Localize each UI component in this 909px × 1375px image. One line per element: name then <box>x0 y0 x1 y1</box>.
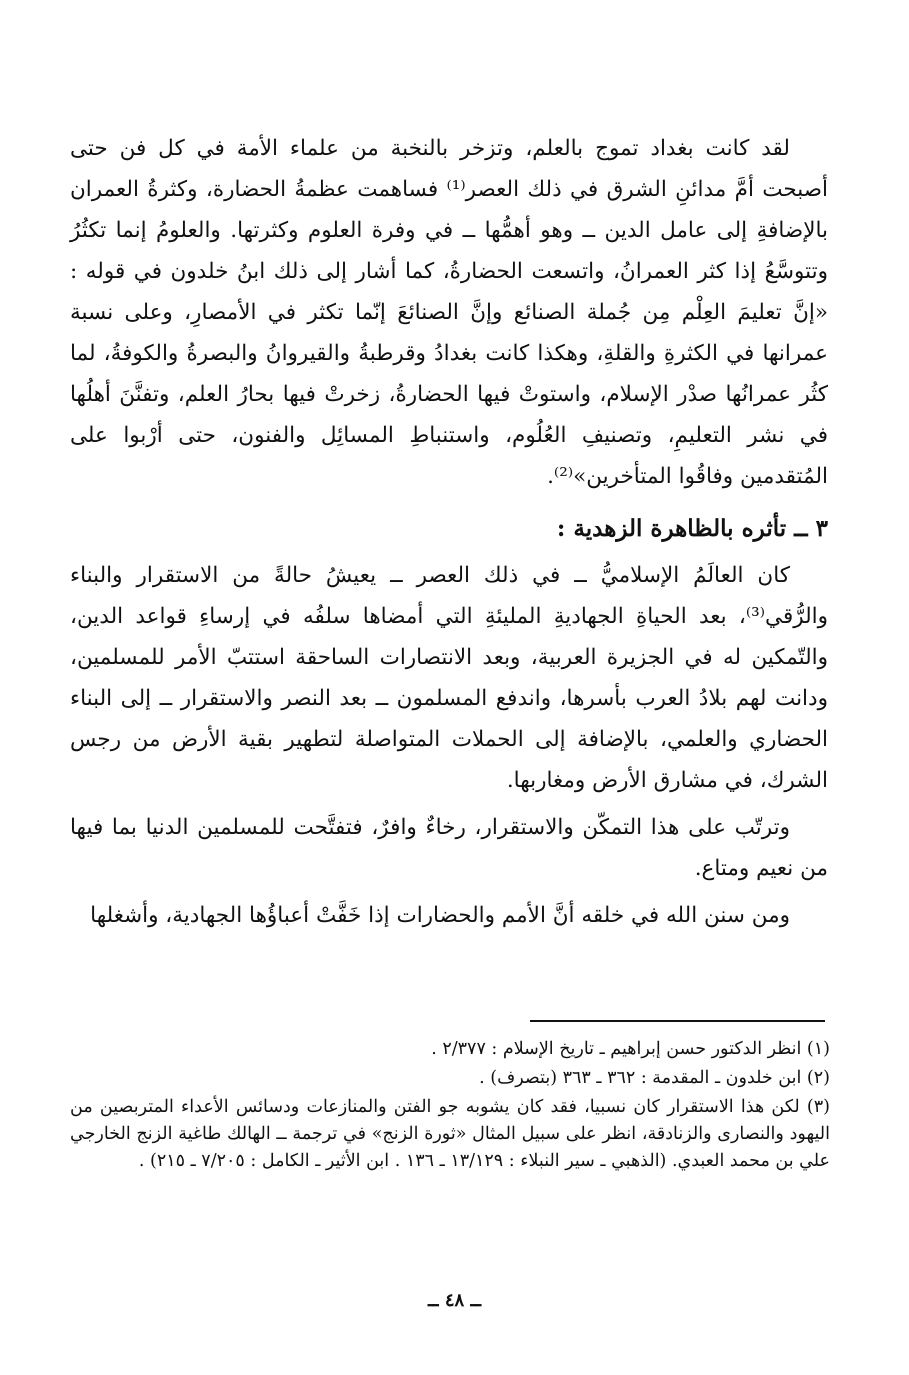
page-number: ــ ٤٨ ــ <box>428 1290 481 1311</box>
section-heading: ٣ ــ تأثره بالظاهرة الزهدية : <box>556 515 828 542</box>
footnote-3: (٣) لكن هذا الاستقرار كان نسبيا، فقد كان يشوبه جو الفتن والمنازعات ودسائس الأعداء المتربصين من اليهود والنصارى والزنادقة، انظر على سبيل المثال «ثورة الزنج» في ترجمة ــ الهالك طاغية الزنج الخارجي علي بن محمد العبدي. (الذهبي ـ سير النبلاء : ١٣/١٢٩ ـ ١٣٦ . ابن الأثير ـ الكامل : ٧/٢٠٥ ـ ٢١٥) . <box>70 1097 830 1171</box>
paragraph-prosperity: وترتّب على هذا التمكّن والاستقرار، رخاءٌ وافرٌ، فتفتَّحت للمسلمين الدنيا بما فيها من نعيم ومتاع. <box>70 815 828 881</box>
main-text <box>70 128 828 942</box>
footnote-2: (٢) ابن خلدون ـ المقدمة : ٣٦٢ ـ ٣٦٣ (بتصرف) . <box>479 1068 830 1088</box>
footnotes <box>70 1036 830 1177</box>
footnote-divider <box>530 1020 825 1022</box>
footnote-1: (١) انظر الدكتور حسن إبراهيم ـ تاريخ الإسلام : ٢/٣٧٧ . <box>431 1039 830 1059</box>
paragraph-baghdad-knowledge: لقد كانت بغداد تموج بالعلم، وتزخر بالنخبة من علماء الأمة في كل فن حتى أصبحت أمَّ مدائنِ الشرق في ذلك العصر⁽¹⁾ فساهمت عظمةُ الحضارة، وكثرةُ العمران بالإضافةِ إلى عامل الدين ــ وهو أهمُّها ــ في وفرة العلوم وكثرتها. والعلومُ إنما تكثُرُ وتتوسَّعُ إذا كثر العمرانُ، واتسعت الحضارةُ، كما أشار إلى ذلك ابنُ خلدون في قوله : «إنَّ تعليمَ العِلْم مِن جُملة الصنائع وإنَّ الصنائعَ إنّما تكثر في الأمصارِ، وعلى نسبة عمرانها في الكثرةِ والقلةِ، وهكذا كانت بغدادُ وقرطبةُ والقيروانُ والبصرةُ والكوفةُ، لما كثُر عمرانُها صدْر الإسلام، واستوتْ فيها الحضارةُ، زخرتْ فيها بحارُ العلم، وتفنَّنَ أهلُها في نشر التعليمِ، وتصنيفِ العُلُوم، واستنباطِ المسائِل والفنون، حتى أرْبوا على المُتقدمين وفاقُوا المتأخرين»⁽²⁾. <box>70 136 829 489</box>
paragraph-sunan-allah: ومن سنن الله في خلقه أنَّ الأمم والحضارات إذا خَفَّتْ أعباؤُها الجهادية، وأشغلها <box>90 903 790 928</box>
paragraph-islamic-world-stability: كان العالَمُ الإسلاميُّ ــ في ذلك العصر ــ يعيشُ حالةً من الاستقرار والبناء والرُّقي⁽³⁾، بعد الحياةِ الجهاديةِ المليئةِ التي أمضاها سلفُه في إرساءِ قواعد الدين، والتّمكين له في الجزيرة العربية، وبعد الانتصارات الساحقة استتبّ الأمر للمسلمين، ودانت لهم بلادُ العرب بأسرها، واندفع المسلمون ــ بعد النصر والاستقرار ــ إلى البناء الحضاري والعلمي، بالإضافة إلى الحملات المتواصلة لتطهير بقية الأرض من رجس الشرك، في مشارق الأرض ومغاربها. <box>70 563 828 793</box>
